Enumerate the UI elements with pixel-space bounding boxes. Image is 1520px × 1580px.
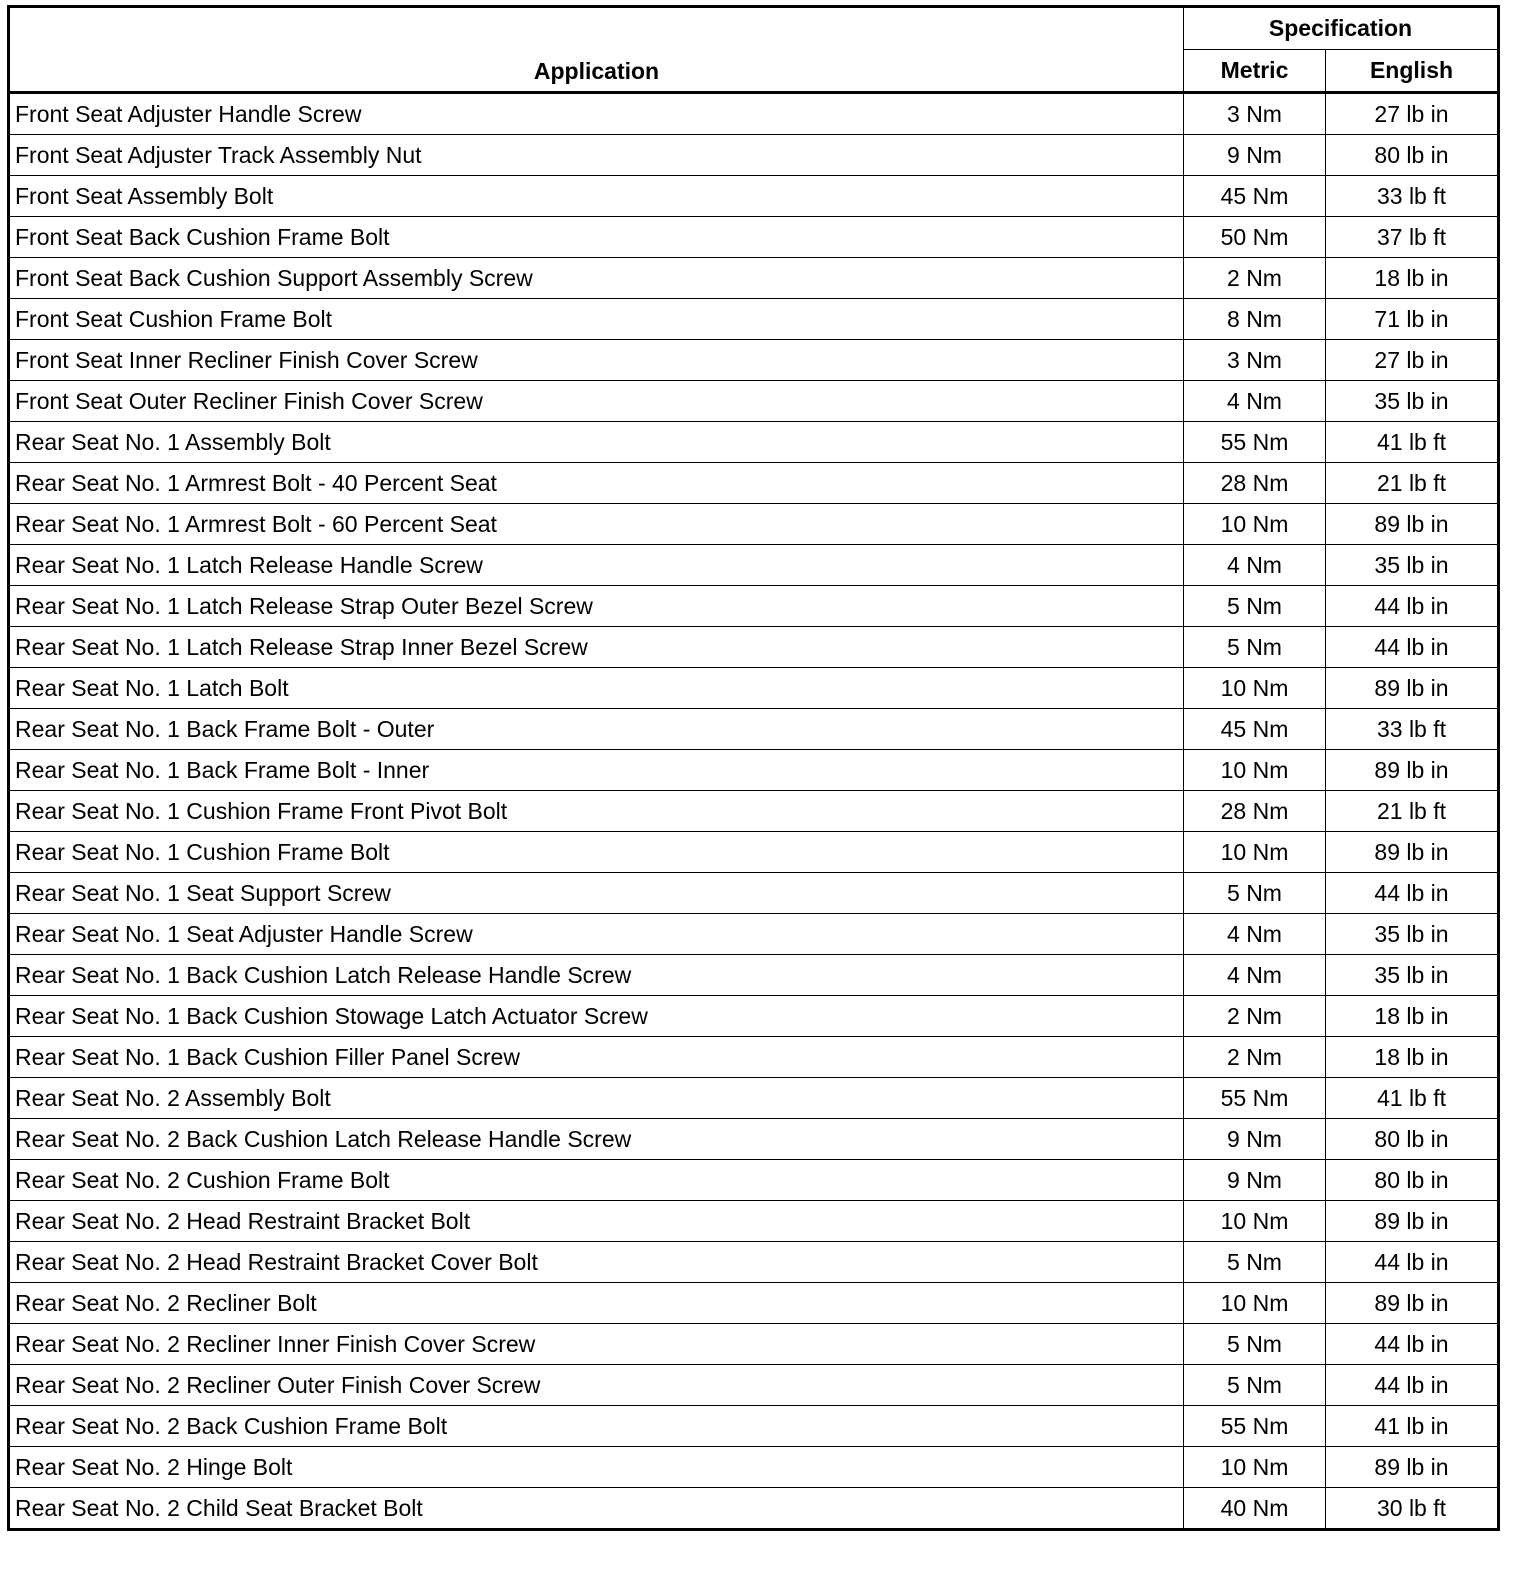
table-row [9, 1447, 1499, 1488]
english-cell: 35 lb in [1326, 955, 1499, 996]
english-cell: 27 lb in [1326, 340, 1499, 381]
application-cell: Rear Seat No. 1 Cushion Frame Front Pivot Bolt [9, 791, 1184, 832]
application-cell: Front Seat Adjuster Handle Screw [9, 93, 1184, 135]
application-cell: Rear Seat No. 2 Cushion Frame Bolt [9, 1160, 1184, 1201]
metric-cell: 2 Nm [1184, 1037, 1326, 1078]
table-row [9, 791, 1499, 832]
metric-cell: 10 Nm [1184, 668, 1326, 709]
table-row [9, 1283, 1499, 1324]
metric-cell: 28 Nm [1184, 463, 1326, 504]
metric-cell: 50 Nm [1184, 217, 1326, 258]
english-cell: 33 lb ft [1326, 709, 1499, 750]
metric-cell: 4 Nm [1184, 381, 1326, 422]
application-cell: Rear Seat No. 1 Back Cushion Filler Panel Screw [9, 1037, 1184, 1078]
english-cell: 27 lb in [1326, 93, 1499, 135]
metric-cell: 5 Nm [1184, 586, 1326, 627]
table-row [9, 93, 1499, 135]
english-cell: 21 lb ft [1326, 463, 1499, 504]
table-row [9, 1406, 1499, 1447]
table-row [9, 381, 1499, 422]
table-row [9, 135, 1499, 176]
application-cell: Rear Seat No. 1 Latch Release Strap Outer Bezel Screw [9, 586, 1184, 627]
english-cell: 89 lb in [1326, 1201, 1499, 1242]
english-cell: 41 lb ft [1326, 422, 1499, 463]
metric-cell: 5 Nm [1184, 1242, 1326, 1283]
table-row [9, 586, 1499, 627]
metric-cell: 5 Nm [1184, 1365, 1326, 1406]
metric-cell: 8 Nm [1184, 299, 1326, 340]
application-cell: Rear Seat No. 1 Seat Support Screw [9, 873, 1184, 914]
metric-cell: 9 Nm [1184, 1119, 1326, 1160]
application-cell: Rear Seat No. 2 Head Restraint Bracket Bolt [9, 1201, 1184, 1242]
application-cell: Rear Seat No. 1 Cushion Frame Bolt [9, 832, 1184, 873]
metric-cell: 4 Nm [1184, 914, 1326, 955]
metric-cell: 45 Nm [1184, 176, 1326, 217]
application-cell: Rear Seat No. 1 Back Frame Bolt - Outer [9, 709, 1184, 750]
english-cell: 89 lb in [1326, 668, 1499, 709]
english-cell: 80 lb in [1326, 1119, 1499, 1160]
application-cell: Rear Seat No. 1 Latch Release Strap Inner Bezel Screw [9, 627, 1184, 668]
specification-group-header: Specification [1184, 7, 1499, 50]
table-row [9, 1119, 1499, 1160]
english-cell: 44 lb in [1326, 873, 1499, 914]
application-cell: Front Seat Cushion Frame Bolt [9, 299, 1184, 340]
english-cell: 35 lb in [1326, 545, 1499, 586]
metric-cell: 45 Nm [1184, 709, 1326, 750]
table-row [9, 627, 1499, 668]
english-cell: 41 lb in [1326, 1406, 1499, 1447]
english-cell: 21 lb ft [1326, 791, 1499, 832]
application-cell: Rear Seat No. 1 Back Cushion Latch Release Handle Screw [9, 955, 1184, 996]
table-row [9, 258, 1499, 299]
english-cell: 18 lb in [1326, 996, 1499, 1037]
application-cell: Rear Seat No. 2 Recliner Inner Finish Cover Screw [9, 1324, 1184, 1365]
application-cell: Rear Seat No. 1 Latch Bolt [9, 668, 1184, 709]
table-row [9, 1365, 1499, 1406]
header-row-group [9, 7, 1499, 50]
metric-cell: 2 Nm [1184, 996, 1326, 1037]
table-row [9, 709, 1499, 750]
table-row [9, 463, 1499, 504]
metric-cell: 10 Nm [1184, 832, 1326, 873]
table-row [9, 545, 1499, 586]
application-cell: Rear Seat No. 2 Recliner Outer Finish Cover Screw [9, 1365, 1184, 1406]
application-cell: Rear Seat No. 2 Assembly Bolt [9, 1078, 1184, 1119]
metric-cell: 2 Nm [1184, 258, 1326, 299]
application-cell: Rear Seat No. 1 Latch Release Handle Screw [9, 545, 1184, 586]
application-cell: Rear Seat No. 1 Back Cushion Stowage Latch Actuator Screw [9, 996, 1184, 1037]
table-row [9, 1078, 1499, 1119]
table-row [9, 1488, 1499, 1530]
table-row [9, 1242, 1499, 1283]
application-cell: Rear Seat No. 2 Recliner Bolt [9, 1283, 1184, 1324]
table-row [9, 1324, 1499, 1365]
metric-cell: 4 Nm [1184, 545, 1326, 586]
metric-cell: 5 Nm [1184, 1324, 1326, 1365]
table-row [9, 914, 1499, 955]
metric-cell: 55 Nm [1184, 422, 1326, 463]
application-cell: Front Seat Adjuster Track Assembly Nut [9, 135, 1184, 176]
metric-cell: 9 Nm [1184, 135, 1326, 176]
metric-cell: 40 Nm [1184, 1488, 1326, 1530]
metric-cell: 28 Nm [1184, 791, 1326, 832]
english-cell: 89 lb in [1326, 504, 1499, 545]
english-cell: 89 lb in [1326, 832, 1499, 873]
english-cell: 35 lb in [1326, 381, 1499, 422]
table-row [9, 176, 1499, 217]
english-cell: 37 lb ft [1326, 217, 1499, 258]
english-cell: 44 lb in [1326, 627, 1499, 668]
metric-cell: 3 Nm [1184, 340, 1326, 381]
english-cell: 44 lb in [1326, 1242, 1499, 1283]
english-cell: 30 lb ft [1326, 1488, 1499, 1530]
application-column-header: Application [9, 7, 1184, 93]
table-body [9, 93, 1499, 1530]
table-row [9, 750, 1499, 791]
english-cell: 89 lb in [1326, 1283, 1499, 1324]
application-cell: Rear Seat No. 2 Hinge Bolt [9, 1447, 1184, 1488]
table-row [9, 299, 1499, 340]
application-cell: Rear Seat No. 1 Armrest Bolt - 60 Percent Seat [9, 504, 1184, 545]
application-cell: Rear Seat No. 2 Head Restraint Bracket Cover Bolt [9, 1242, 1184, 1283]
application-cell: Rear Seat No. 2 Child Seat Bracket Bolt [9, 1488, 1184, 1530]
metric-cell: 10 Nm [1184, 1201, 1326, 1242]
english-column-header: English [1326, 50, 1499, 93]
application-cell: Front Seat Outer Recliner Finish Cover Screw [9, 381, 1184, 422]
metric-cell: 5 Nm [1184, 627, 1326, 668]
metric-cell: 9 Nm [1184, 1160, 1326, 1201]
application-cell: Front Seat Back Cushion Support Assembly Screw [9, 258, 1184, 299]
application-cell: Rear Seat No. 2 Back Cushion Frame Bolt [9, 1406, 1184, 1447]
table-row [9, 422, 1499, 463]
application-cell: Rear Seat No. 1 Back Frame Bolt - Inner [9, 750, 1184, 791]
metric-column-header: Metric [1184, 50, 1326, 93]
table-row [9, 668, 1499, 709]
table-row [9, 504, 1499, 545]
table-row [9, 1201, 1499, 1242]
english-cell: 80 lb in [1326, 1160, 1499, 1201]
english-cell: 89 lb in [1326, 1447, 1499, 1488]
fastener-spec-table [7, 5, 1500, 1531]
application-cell: Front Seat Inner Recliner Finish Cover Screw [9, 340, 1184, 381]
table-row [9, 1037, 1499, 1078]
english-cell: 35 lb in [1326, 914, 1499, 955]
english-cell: 44 lb in [1326, 1365, 1499, 1406]
application-cell: Rear Seat No. 1 Seat Adjuster Handle Screw [9, 914, 1184, 955]
english-cell: 44 lb in [1326, 586, 1499, 627]
table-row [9, 1160, 1499, 1201]
application-cell: Front Seat Back Cushion Frame Bolt [9, 217, 1184, 258]
application-cell: Rear Seat No. 1 Armrest Bolt - 40 Percent Seat [9, 463, 1184, 504]
table-row [9, 955, 1499, 996]
metric-cell: 10 Nm [1184, 1447, 1326, 1488]
metric-cell: 10 Nm [1184, 750, 1326, 791]
table-row [9, 873, 1499, 914]
english-cell: 71 lb in [1326, 299, 1499, 340]
english-cell: 80 lb in [1326, 135, 1499, 176]
english-cell: 18 lb in [1326, 1037, 1499, 1078]
metric-cell: 55 Nm [1184, 1406, 1326, 1447]
english-cell: 44 lb in [1326, 1324, 1499, 1365]
table-row [9, 832, 1499, 873]
metric-cell: 4 Nm [1184, 955, 1326, 996]
english-cell: 89 lb in [1326, 750, 1499, 791]
application-cell: Rear Seat No. 2 Back Cushion Latch Release Handle Screw [9, 1119, 1184, 1160]
english-cell: 41 lb ft [1326, 1078, 1499, 1119]
application-cell: Rear Seat No. 1 Assembly Bolt [9, 422, 1184, 463]
table-header [9, 7, 1499, 93]
table-row [9, 340, 1499, 381]
metric-cell: 10 Nm [1184, 504, 1326, 545]
application-cell: Front Seat Assembly Bolt [9, 176, 1184, 217]
metric-cell: 10 Nm [1184, 1283, 1326, 1324]
metric-cell: 55 Nm [1184, 1078, 1326, 1119]
metric-cell: 5 Nm [1184, 873, 1326, 914]
metric-cell: 3 Nm [1184, 93, 1326, 135]
english-cell: 33 lb ft [1326, 176, 1499, 217]
english-cell: 18 lb in [1326, 258, 1499, 299]
table-row [9, 217, 1499, 258]
table-row [9, 996, 1499, 1037]
